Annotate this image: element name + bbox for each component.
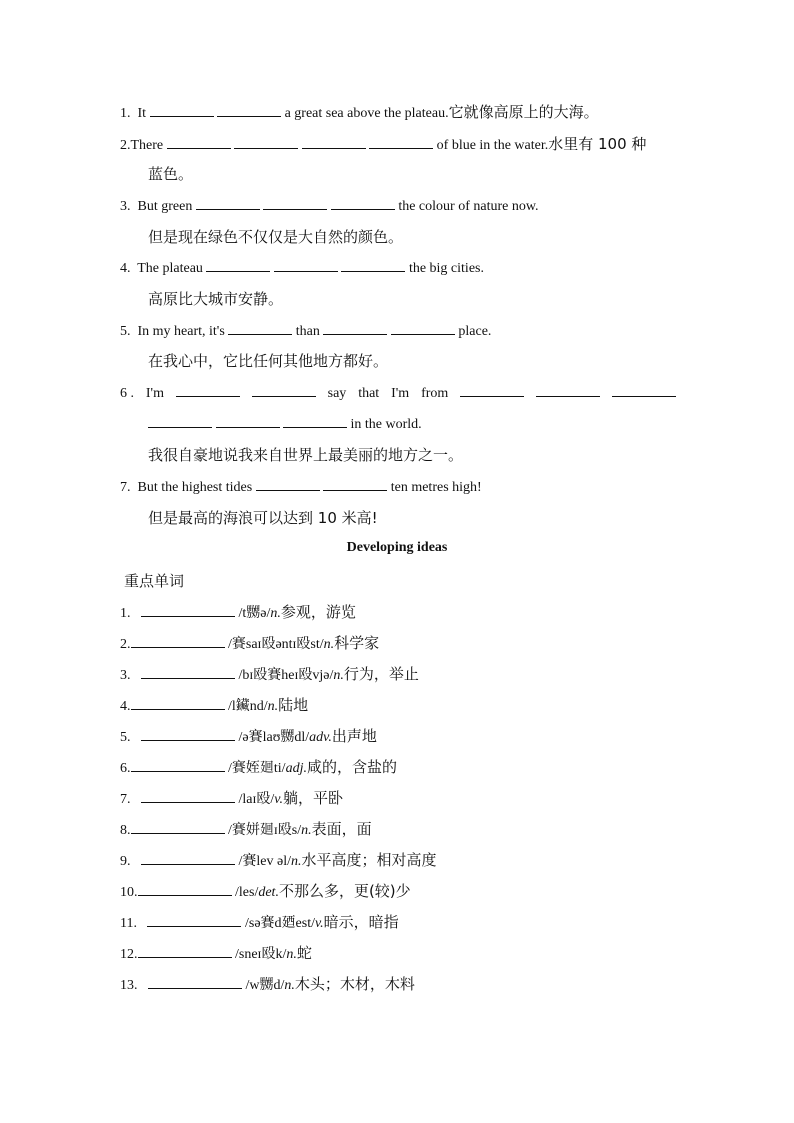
sentence-text: the colour of nature now.: [398, 199, 539, 214]
blank-field[interactable]: [331, 196, 395, 210]
sentence-text: It: [137, 106, 147, 121]
vocab-blank-field[interactable]: [141, 851, 235, 865]
sentence-number: 4.: [120, 261, 131, 276]
sentence-6: [120, 383, 676, 404]
vocab-number: 8.: [120, 823, 131, 838]
sentence-text: of blue in the water.: [436, 138, 549, 153]
blank-field[interactable]: [391, 321, 455, 335]
blank-field[interactable]: [341, 258, 405, 272]
vocab-number: 11.: [120, 916, 137, 931]
sentence-text: But green: [137, 199, 193, 214]
blank-field[interactable]: [263, 196, 327, 210]
part-of-speech: n.: [333, 668, 344, 683]
sentence-text: I'm: [145, 386, 164, 401]
vocab-item: [120, 664, 419, 686]
translation-line: 在我心中，它比任何其他地方都好。: [148, 352, 389, 370]
part-of-speech: n.: [291, 854, 302, 869]
meaning-text: 陆地: [278, 696, 309, 714]
sentence-1: [120, 102, 599, 124]
section-title: Developing ideas: [346, 540, 448, 555]
vocab-number: 2.: [120, 637, 131, 652]
part-of-speech: n.: [301, 823, 312, 838]
blank-field[interactable]: [323, 321, 387, 335]
part-of-speech: adv.: [309, 730, 332, 745]
vocab-number: 13.: [120, 978, 138, 993]
translation-line: 但是现在绿色不仅仅是大自然的颜色。: [148, 228, 404, 246]
blank-field[interactable]: [323, 477, 387, 491]
sentence-number: 2.: [120, 138, 131, 153]
vocab-number: 3.: [120, 668, 131, 683]
blank-field[interactable]: [274, 258, 338, 272]
vocab-item: [120, 602, 356, 624]
vocab-number: 7.: [120, 792, 131, 807]
vocab-item: [120, 912, 399, 934]
vocab-blank-field[interactable]: [131, 696, 225, 710]
meaning-text: 躺，平卧: [282, 789, 343, 807]
sentence-5: [120, 321, 491, 342]
part-of-speech: n.: [270, 606, 281, 621]
part-of-speech: det.: [258, 885, 279, 900]
phonetic-text: /bɪ殴賽heɪ殴vjə/: [238, 668, 334, 683]
sentence-text: ten metres high!: [390, 480, 482, 495]
blank-field[interactable]: [148, 414, 212, 428]
phonetic-text: /les/: [235, 885, 259, 900]
part-of-speech: n.: [323, 637, 335, 652]
vocab-blank-field[interactable]: [131, 758, 225, 772]
meaning-text: 咸的，含盐的: [306, 758, 397, 776]
phonetic-text: /t嬲ə/: [238, 606, 271, 621]
blank-field[interactable]: [234, 135, 298, 149]
translation-line: 高原比大城市安静。: [148, 290, 284, 308]
sentence-number: 5.: [120, 324, 131, 339]
translation-line: 我很自豪地说我来自世界上最美丽的地方之一。: [148, 446, 464, 464]
blank-field[interactable]: [252, 383, 316, 397]
blank-field[interactable]: [228, 321, 292, 335]
phonetic-text: /ə賽laʊ嬲dl/: [238, 730, 310, 745]
sentence-text: place.: [458, 324, 492, 339]
sentence-text: say: [327, 386, 347, 401]
translation-text: 水里有 100 种: [548, 135, 647, 153]
meaning-text: 水平高度；相对高度: [301, 851, 437, 869]
sentence-7: [120, 477, 482, 498]
blank-field[interactable]: [369, 135, 433, 149]
blank-field[interactable]: [283, 414, 347, 428]
vocab-blank-field[interactable]: [131, 634, 225, 648]
sentence-text: the big cities.: [408, 261, 484, 276]
sentence-number: 3.: [120, 199, 131, 214]
translation-text: 它就像高原上的大海。: [448, 103, 599, 121]
phonetic-text: /賽saɪ殴əntɪ殴st/: [228, 637, 324, 652]
sentence-number: 1.: [120, 106, 131, 121]
blank-field[interactable]: [206, 258, 270, 272]
translation-line: 蓝色。: [148, 165, 194, 183]
blank-field[interactable]: [302, 135, 366, 149]
sentence-text: a great sea above the plateau.: [284, 106, 449, 121]
part-of-speech: n.: [267, 699, 279, 714]
phonetic-text: /l鑶nd/: [228, 699, 268, 714]
translation-line: 但是最高的海浪可以达到 10 米高!: [148, 509, 378, 527]
vocab-title: 重点单词: [124, 572, 185, 590]
sentence-3: [120, 196, 539, 217]
vocab-item: [120, 633, 379, 655]
phonetic-text: /sneɪ殴k/: [235, 947, 287, 962]
vocab-blank-field[interactable]: [141, 665, 235, 679]
phonetic-text: /laɪ殴/: [238, 792, 275, 807]
sentence-text: that: [358, 386, 380, 401]
blank-field[interactable]: [536, 383, 600, 397]
meaning-text: 暗示，暗指: [323, 913, 399, 931]
blank-field[interactable]: [176, 383, 240, 397]
vocab-item: [120, 943, 312, 965]
vocab-number: 1.: [120, 606, 131, 621]
sentence-number: 6 .: [120, 386, 134, 401]
part-of-speech: adj.: [285, 761, 307, 776]
phonetic-text: /賽lev əl/: [238, 854, 291, 869]
vocab-blank-field[interactable]: [141, 603, 235, 617]
meaning-text: 科学家: [334, 634, 380, 652]
vocab-item: [120, 881, 411, 903]
part-of-speech: n.: [286, 947, 297, 962]
sentence-2: [120, 134, 646, 156]
meaning-text: 参观，游览: [280, 603, 356, 621]
vocab-item: [120, 757, 397, 779]
blank-field[interactable]: [196, 196, 260, 210]
vocab-blank-field[interactable]: [141, 789, 235, 803]
phonetic-text: /sə賽d廼est/: [244, 916, 315, 931]
blank-field[interactable]: [612, 383, 676, 397]
blank-field[interactable]: [150, 103, 214, 117]
sentence-number: 7.: [120, 480, 131, 495]
vocab-item: [120, 726, 377, 748]
vocab-number: 6.: [120, 761, 131, 776]
vocab-number: 9.: [120, 854, 131, 869]
part-of-speech: v.: [314, 916, 324, 931]
vocab-item: [120, 819, 372, 841]
sentence-text: from: [421, 386, 449, 401]
vocab-item: [120, 850, 437, 872]
vocab-blank-field[interactable]: [138, 882, 232, 896]
sentence-text: In my heart, it's: [137, 324, 225, 339]
meaning-text: 行为，举止: [343, 665, 419, 683]
vocab-blank-field[interactable]: [147, 913, 241, 927]
sentence-text: The plateau: [137, 261, 203, 276]
part-of-speech: n.: [284, 978, 295, 993]
vocab-item: [120, 695, 308, 717]
blank-field[interactable]: [216, 414, 280, 428]
vocab-blank-field[interactable]: [141, 727, 235, 741]
vocab-item: [120, 788, 343, 810]
phonetic-text: /賽姘廻ɪ殴s/: [228, 823, 302, 838]
part-of-speech: v.: [274, 792, 283, 807]
sentence-text: I'm: [391, 386, 410, 401]
vocab-number: 5.: [120, 730, 131, 745]
meaning-text: 蛇: [296, 944, 312, 962]
sentence-text: than: [295, 324, 320, 339]
vocab-blank-field[interactable]: [148, 975, 242, 989]
blank-field[interactable]: [167, 135, 231, 149]
phonetic-text: /賽姪廻ti/: [228, 761, 286, 776]
meaning-text: 木头；木材，木料: [294, 975, 415, 993]
phonetic-text: /w嬲d/: [245, 978, 285, 993]
vocab-number: 10.: [120, 885, 138, 900]
vocab-number: 4.: [120, 699, 131, 714]
vocab-number: 12.: [120, 947, 138, 962]
meaning-text: 不那么多，更(较)少: [278, 882, 411, 900]
vocab-blank-field[interactable]: [131, 820, 225, 834]
sentence-4: [120, 258, 484, 279]
vocab-item: [120, 974, 415, 996]
sentence-6-continued: [148, 414, 422, 435]
meaning-text: 表面，面: [311, 820, 372, 838]
blank-field[interactable]: [217, 103, 281, 117]
vocab-blank-field[interactable]: [138, 944, 232, 958]
blank-field[interactable]: [256, 477, 320, 491]
meaning-text: 出声地: [331, 727, 377, 745]
sentence-text: There: [130, 138, 164, 153]
sentence-text: But the highest tides: [137, 480, 253, 495]
blank-field[interactable]: [460, 383, 524, 397]
sentence-text: in the world.: [350, 417, 422, 432]
